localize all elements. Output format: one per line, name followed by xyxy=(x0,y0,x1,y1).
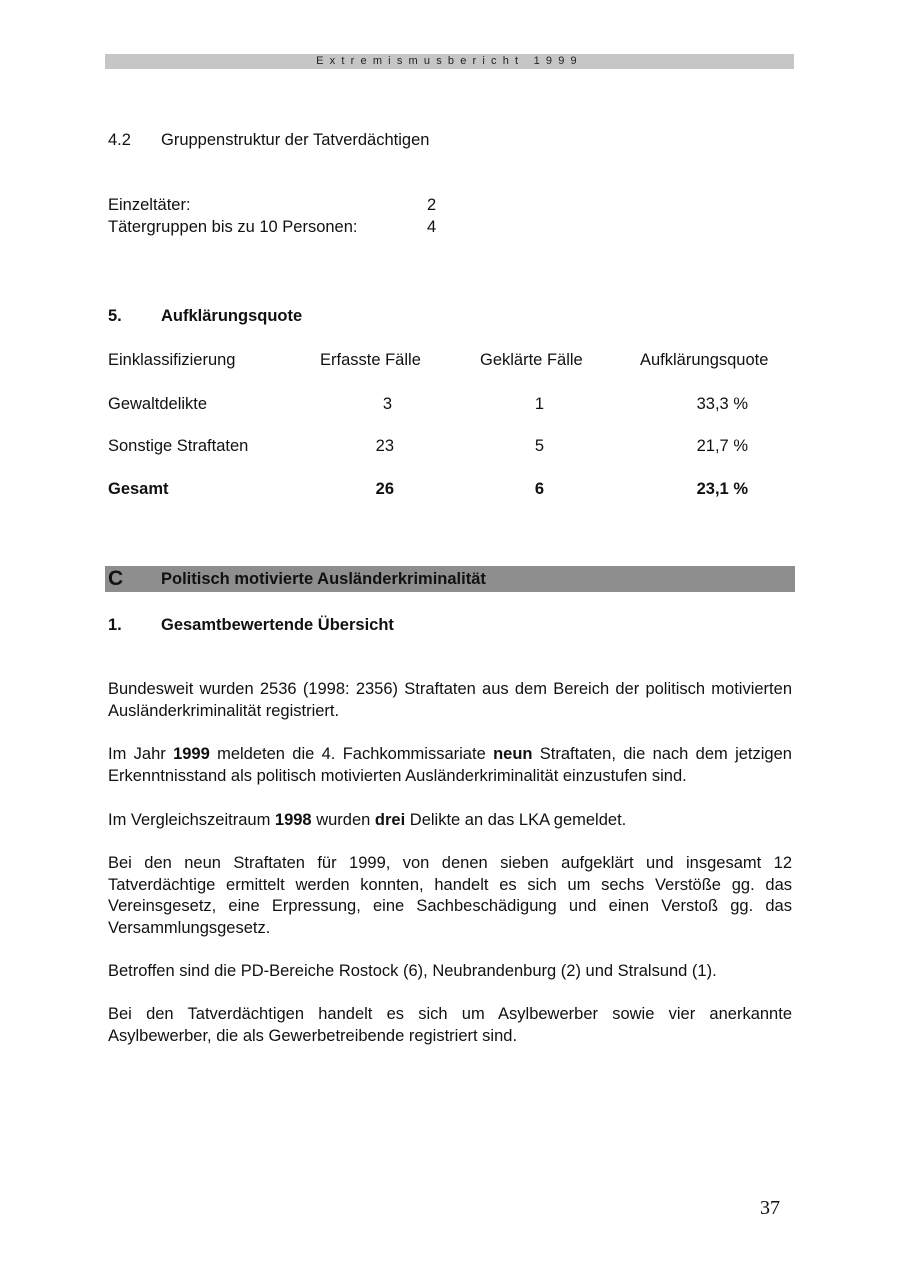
table-header-erfasst: Erfasste Fälle xyxy=(320,351,421,369)
section-c-letter: C xyxy=(108,567,124,590)
table-total-quote: 23,1 % xyxy=(696,480,748,498)
einzeltaeter-value: 2 xyxy=(427,196,437,214)
table-header-quote: Aufklärungsquote xyxy=(640,351,769,369)
table-total-category: Gesamt xyxy=(108,480,169,498)
table-row-gewalt-geklaert: 1 xyxy=(534,395,544,413)
table-row-sonstige-erfasst: 23 xyxy=(375,437,394,455)
section-5-title: Aufklärungsquote xyxy=(161,307,303,325)
taetergruppen-value: 4 xyxy=(427,218,437,236)
table-header-geklaert: Geklärte Fälle xyxy=(480,351,583,369)
subsection-1-number: 1. xyxy=(108,616,122,634)
section-5-number: 5. xyxy=(108,307,122,325)
table-total-erfasst: 26 xyxy=(375,480,394,498)
paragraph-bundesweit: Bundesweit wurden 2536 (1998: 2356) Straftaten aus dem Bereich der politisch motivierten Ausländerkriminalität registriert. xyxy=(108,680,792,720)
einzeltaeter-label: Einzeltäter: xyxy=(108,196,191,214)
paragraph-vergleichszeitraum: Im Vergleichszeitraum 1998 wurden drei Delikte an das LKA gemeldet. xyxy=(108,811,627,829)
table-row-gewalt-quote: 33,3 % xyxy=(696,395,748,413)
table-row-sonstige-quote: 21,7 % xyxy=(696,437,748,455)
page-number: 37 xyxy=(760,1197,780,1219)
table-header-category: Einklassifizierung xyxy=(108,351,236,369)
table-row-gewalt-category: Gewaltdelikte xyxy=(108,395,208,413)
paragraph-pd-bereiche: Betroffen sind die PD-Bereiche Rostock (6), Neubrandenburg (2) und Stralsund (1). xyxy=(108,962,717,980)
section-4-2-number: 4.2 xyxy=(108,131,131,149)
table-row-gewalt-erfasst: 3 xyxy=(382,395,392,413)
section-4-2-title: Gruppenstruktur der Tatverdächtigen xyxy=(161,131,430,149)
taetergruppen-label: Tätergruppen bis zu 10 Personen: xyxy=(108,218,358,236)
paragraph-tatverdaechtige: Bei den Tatverdächtigen handelt es sich um Asylbewerber sowie vier anerkannte Asylbewerber, die als Gewerbetreibende registriert sind. xyxy=(108,1005,792,1045)
table-row-sonstige-geklaert: 5 xyxy=(534,437,544,455)
paragraph-jahr-1999: Im Jahr 1999 meldeten die 4. Fachkommissariate neun Straftaten, die nach dem jetzigen Erkenntnisstand als politisch motivierten Ausländerkriminalität einzustufen sind. xyxy=(108,745,792,785)
subsection-1-title: Gesamtbewertende Übersicht xyxy=(161,616,394,634)
paragraph-neun-straftaten: Bei den neun Straftaten für 1999, von denen sieben aufgeklärt und insgesamt 12 Tatverdächtige ermittelt werden konnten, handelt es sich um sechs Verstöße gg. das Vereinsgesetz, eine Erpressung, eine Sachbeschädigung und einen Verstoß gg. das Versammlungsgesetz. xyxy=(108,854,792,937)
section-c-header xyxy=(105,566,795,592)
table-row-sonstige-category: Sonstige Straftaten xyxy=(108,437,249,455)
running-header: Extremismusbericht 1999 xyxy=(105,54,794,69)
section-c-title: Politisch motivierte Ausländerkriminalität xyxy=(161,570,486,588)
table-total-geklaert: 6 xyxy=(534,480,544,498)
